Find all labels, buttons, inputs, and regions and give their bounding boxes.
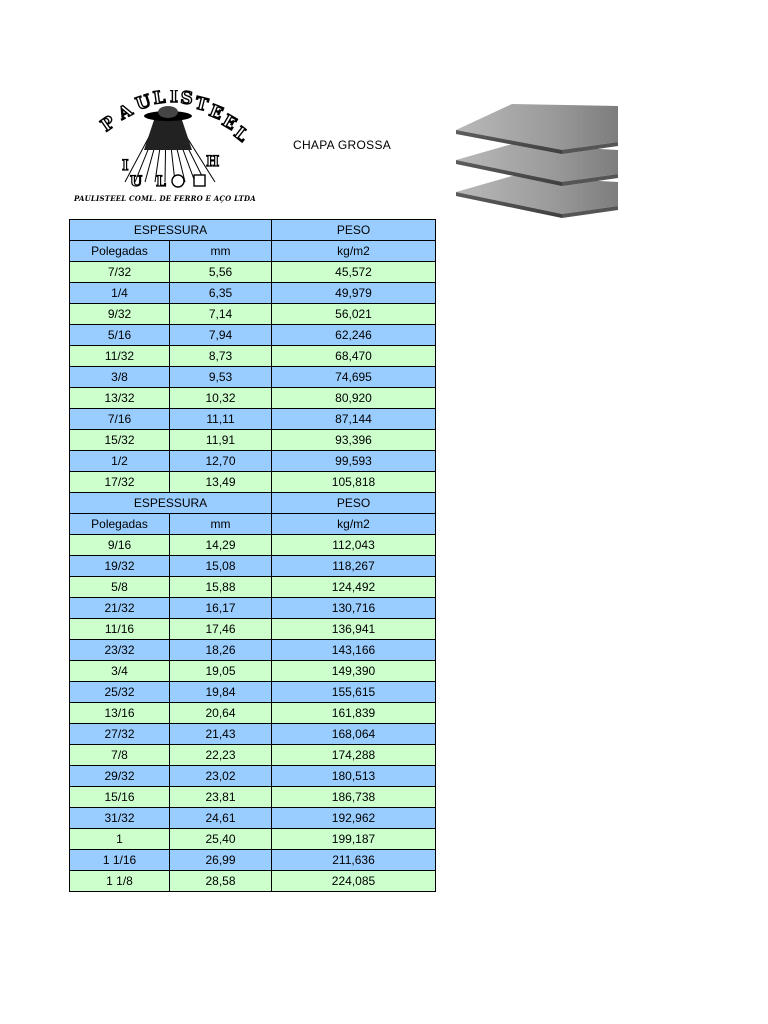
table-row (70, 346, 436, 367)
cell-polegadas: 21/32 (70, 598, 170, 619)
cell-kgm2: 180,513 (272, 766, 436, 787)
table-row (70, 388, 436, 409)
cell-polegadas: 9/16 (70, 535, 170, 556)
subheader-polegadas: Polegadas (70, 514, 170, 535)
cell-mm: 25,40 (170, 829, 272, 850)
table-row (70, 367, 436, 388)
header-row (70, 220, 436, 241)
cell-mm: 7,14 (170, 304, 272, 325)
cell-polegadas: 31/32 (70, 808, 170, 829)
cell-mm: 23,81 (170, 787, 272, 808)
svg-text:U: U (130, 174, 143, 190)
table-row (70, 640, 436, 661)
cell-polegadas: 9/32 (70, 304, 170, 325)
cell-mm: 16,17 (170, 598, 272, 619)
cell-polegadas: 27/32 (70, 724, 170, 745)
cell-polegadas: 25/32 (70, 682, 170, 703)
subheader-kgm2: kg/m2 (272, 241, 436, 262)
cell-kgm2: 99,593 (272, 451, 436, 472)
cell-kgm2: 93,396 (272, 430, 436, 451)
header-row (70, 493, 436, 514)
cell-polegadas: 1 (70, 829, 170, 850)
cell-mm: 17,46 (170, 619, 272, 640)
table-row (70, 661, 436, 682)
svg-text:T: T (192, 93, 210, 116)
table-row (70, 682, 436, 703)
cell-polegadas: 1 1/16 (70, 850, 170, 871)
svg-text:S: S (179, 90, 194, 110)
cell-polegadas: 1/4 (70, 283, 170, 304)
subheader-row (70, 514, 436, 535)
cell-mm: 22,23 (170, 745, 272, 766)
table-row (70, 304, 436, 325)
cell-kgm2: 136,941 (272, 619, 436, 640)
header-espessura: ESPESSURA (70, 220, 272, 241)
cell-polegadas: 19/32 (70, 556, 170, 577)
cell-kgm2: 211,636 (272, 850, 436, 871)
header-peso: PESO (272, 493, 436, 514)
cell-polegadas: 7/16 (70, 409, 170, 430)
svg-text:L: L (151, 90, 167, 109)
cell-kgm2: 149,390 (272, 661, 436, 682)
table-row (70, 430, 436, 451)
company-logo (70, 90, 260, 208)
subheader-row (70, 241, 436, 262)
cell-polegadas: 23/32 (70, 640, 170, 661)
cell-kgm2: 192,962 (272, 808, 436, 829)
cell-mm: 28,58 (170, 871, 272, 892)
svg-text:I: I (170, 90, 178, 107)
cell-mm: 10,32 (170, 388, 272, 409)
subheader-mm: mm (170, 514, 272, 535)
cell-polegadas: 7/8 (70, 745, 170, 766)
cell-kgm2: 224,085 (272, 871, 436, 892)
svg-text:A: A (114, 100, 137, 125)
table-row (70, 703, 436, 724)
steel-plate-weight-table (69, 219, 436, 892)
cell-kgm2: 87,144 (272, 409, 436, 430)
table-row (70, 871, 436, 892)
svg-text:L: L (156, 174, 166, 190)
cell-polegadas: 1/2 (70, 451, 170, 472)
svg-text:H: H (206, 154, 220, 170)
cell-polegadas: 5/16 (70, 325, 170, 346)
cell-polegadas: 7/32 (70, 262, 170, 283)
cell-kgm2: 168,064 (272, 724, 436, 745)
cell-mm: 14,29 (170, 535, 272, 556)
cell-mm: 7,94 (170, 325, 272, 346)
cell-kgm2: 68,470 (272, 346, 436, 367)
cell-mm: 8,73 (170, 346, 272, 367)
cell-kgm2: 155,615 (272, 682, 436, 703)
svg-text:I: I (122, 158, 129, 174)
cell-mm: 18,26 (170, 640, 272, 661)
cell-mm: 9,53 (170, 367, 272, 388)
table-row (70, 808, 436, 829)
cell-kgm2: 45,572 (272, 262, 436, 283)
table-row (70, 724, 436, 745)
cell-polegadas: 3/8 (70, 367, 170, 388)
cell-mm: 11,91 (170, 430, 272, 451)
cell-mm: 26,99 (170, 850, 272, 871)
subheader-polegadas: Polegadas (70, 241, 170, 262)
table-row (70, 556, 436, 577)
svg-text:P: P (97, 112, 120, 137)
cell-kgm2: 143,166 (272, 640, 436, 661)
cell-mm: 15,88 (170, 577, 272, 598)
cell-mm: 24,61 (170, 808, 272, 829)
cell-polegadas: 1 1/8 (70, 871, 170, 892)
table-row (70, 850, 436, 871)
table-row (70, 325, 436, 346)
cell-kgm2: 174,288 (272, 745, 436, 766)
page-title: CHAPA GROSSA (293, 138, 392, 152)
svg-text:L: L (229, 123, 252, 147)
cell-polegadas: 15/32 (70, 430, 170, 451)
cell-polegadas: 17/32 (70, 472, 170, 493)
table-row (70, 745, 436, 766)
cell-kgm2: 112,043 (272, 535, 436, 556)
steel-plates-image (452, 102, 618, 218)
cell-polegadas: 13/16 (70, 703, 170, 724)
cell-polegadas: 13/32 (70, 388, 170, 409)
table-row (70, 535, 436, 556)
paulisteel-logo-graphic (70, 90, 260, 194)
cell-polegadas: 15/16 (70, 787, 170, 808)
header-peso: PESO (272, 220, 436, 241)
cell-kgm2: 56,021 (272, 304, 436, 325)
table-row (70, 619, 436, 640)
cell-polegadas: 11/32 (70, 346, 170, 367)
cell-kgm2: 49,979 (272, 283, 436, 304)
table-row (70, 829, 436, 850)
table-row (70, 766, 436, 787)
cell-mm: 5,56 (170, 262, 272, 283)
table-row (70, 283, 436, 304)
cell-kgm2: 199,187 (272, 829, 436, 850)
subheader-kgm2: kg/m2 (272, 514, 436, 535)
table-row (70, 472, 436, 493)
cell-polegadas: 5/8 (70, 577, 170, 598)
cell-mm: 13,49 (170, 472, 272, 493)
cell-kgm2: 62,246 (272, 325, 436, 346)
table-row (70, 451, 436, 472)
cell-mm: 23,02 (170, 766, 272, 787)
cell-kgm2: 124,492 (272, 577, 436, 598)
cell-mm: 20,64 (170, 703, 272, 724)
cell-kgm2: 74,695 (272, 367, 436, 388)
table-row (70, 787, 436, 808)
cell-kgm2: 161,839 (272, 703, 436, 724)
cell-kgm2: 130,716 (272, 598, 436, 619)
company-name: PAULISTEEL COML. DE FERRO E AÇO LTDA (74, 194, 256, 203)
subheader-mm: mm (170, 241, 272, 262)
svg-text:E: E (218, 111, 240, 135)
svg-text:E: E (206, 101, 226, 125)
cell-mm: 11,11 (170, 409, 272, 430)
cell-kgm2: 118,267 (272, 556, 436, 577)
cell-polegadas: 29/32 (70, 766, 170, 787)
table-row (70, 598, 436, 619)
header-espessura: ESPESSURA (70, 493, 272, 514)
table-row (70, 262, 436, 283)
cell-kgm2: 105,818 (272, 472, 436, 493)
cell-mm: 6,35 (170, 283, 272, 304)
cell-polegadas: 11/16 (70, 619, 170, 640)
cell-mm: 12,70 (170, 451, 272, 472)
cell-mm: 19,05 (170, 661, 272, 682)
svg-text:U: U (133, 91, 154, 115)
table-row (70, 409, 436, 430)
cell-mm: 21,43 (170, 724, 272, 745)
cell-polegadas: 3/4 (70, 661, 170, 682)
cell-kgm2: 80,920 (272, 388, 436, 409)
cell-mm: 15,08 (170, 556, 272, 577)
table-row (70, 577, 436, 598)
cell-mm: 19,84 (170, 682, 272, 703)
cell-kgm2: 186,738 (272, 787, 436, 808)
